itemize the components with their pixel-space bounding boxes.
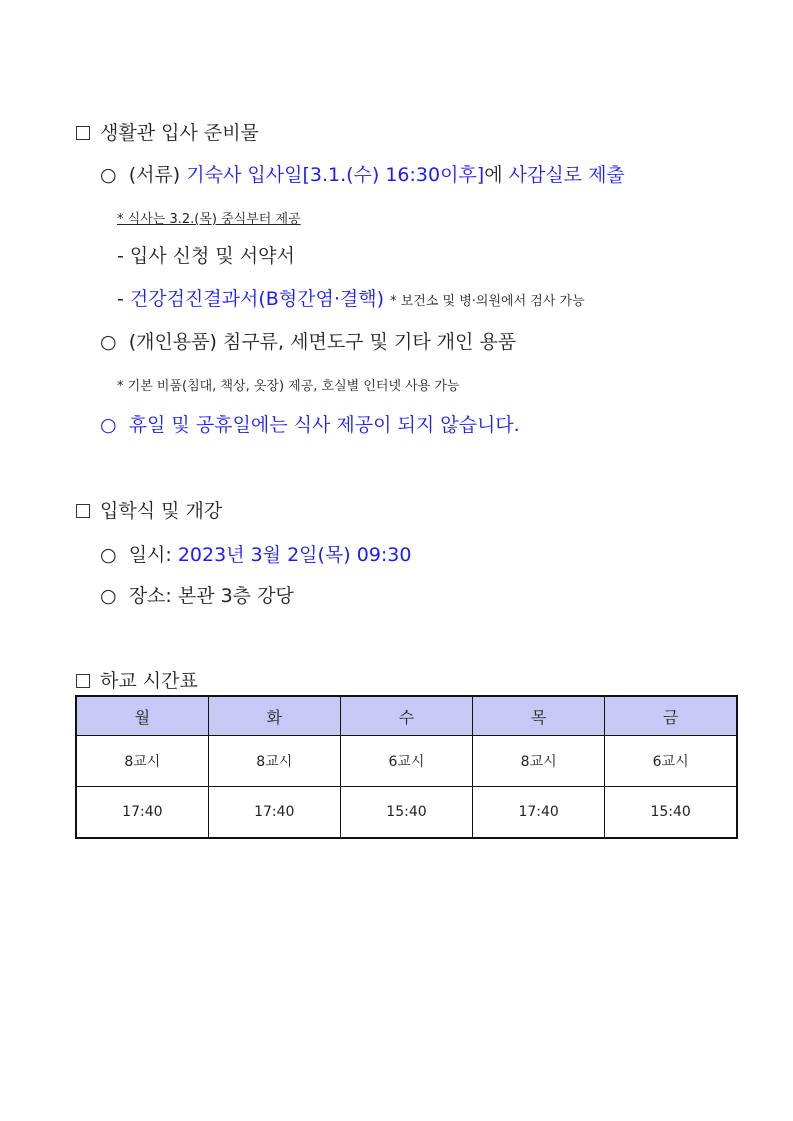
header-wed: 수 <box>340 696 472 736</box>
header-thu: 목 <box>473 696 605 736</box>
bullet-icon: ○ <box>100 331 117 353</box>
submit-location: 사감실로 제출 <box>508 164 625 186</box>
table-cell: 15:40 <box>340 787 472 839</box>
table-cell: 17:40 <box>473 787 605 839</box>
item-application: - 입사 신청 및 서약서 <box>117 245 295 267</box>
timetable-table <box>75 695 738 839</box>
table-cell: 8교시 <box>208 736 340 787</box>
header-fri: 금 <box>605 696 737 736</box>
holiday-notice: ○ 휴일 및 공휴일에는 식사 제공이 되지 않습니다. <box>100 414 520 436</box>
header-mon: 월 <box>76 696 208 736</box>
ceremony-place-line: ○ 장소: 본관 3층 강당 <box>100 585 294 607</box>
table-cell: 15:40 <box>605 787 737 839</box>
item-health-check: - 건강검진결과서(B형간염·결핵) * 보건소 및 병·의원에서 검사 가능 <box>117 288 585 310</box>
checkbox-square-icon <box>76 674 90 688</box>
section-dormitory-title: 생활관 입사 준비물 <box>76 118 259 145</box>
table-header-row <box>76 696 737 736</box>
meal-note: * 식사는 3.2.(목) 중식부터 제공 <box>117 212 301 227</box>
table-row-times <box>76 787 737 839</box>
section-timetable-title: 하교 시간표 <box>76 666 198 693</box>
ceremony-date-line: ○ 일시: 2023년 3월 2일(목) 09:30 <box>100 544 412 566</box>
section-ceremony-title: 입학식 및 개강 <box>76 496 222 523</box>
table-cell: 8교시 <box>76 736 208 787</box>
ceremony-date: 2023년 3월 2일(목) 09:30 <box>177 544 412 566</box>
room-note: * 기본 비품(침대, 책상, 옷장) 제공, 호실별 인터넷 사용 가능 <box>117 379 460 394</box>
docs-line: ○ (서류) 기숙사 입사일[3.1.(수) 16:30이후]에 사감실로 제출 <box>100 164 625 186</box>
bullet-icon: ○ <box>100 164 117 186</box>
health-check-note: * 보건소 및 병·의원에서 검사 가능 <box>390 294 585 309</box>
table-cell: 8교시 <box>473 736 605 787</box>
move-in-date: 기숙사 입사일[3.1.(수) 16:30이후] <box>186 164 485 186</box>
ceremony-place: 본관 3층 강당 <box>177 585 294 607</box>
bullet-icon: ○ <box>100 414 117 436</box>
checkbox-square-icon <box>76 126 90 140</box>
health-check-doc: 건강검진결과서(B형간염·결핵) <box>129 288 385 310</box>
personal-items-line: ○ (개인용품) 침구류, 세면도구 및 기타 개인 용품 <box>100 331 517 353</box>
checkbox-square-icon <box>76 504 90 518</box>
table-row-periods <box>76 736 737 787</box>
table-cell: 17:40 <box>76 787 208 839</box>
header-tue: 화 <box>208 696 340 736</box>
table-cell: 6교시 <box>340 736 472 787</box>
bullet-icon: ○ <box>100 585 117 607</box>
bullet-icon: ○ <box>100 544 117 566</box>
table-cell: 6교시 <box>605 736 737 787</box>
table-cell: 17:40 <box>208 787 340 839</box>
